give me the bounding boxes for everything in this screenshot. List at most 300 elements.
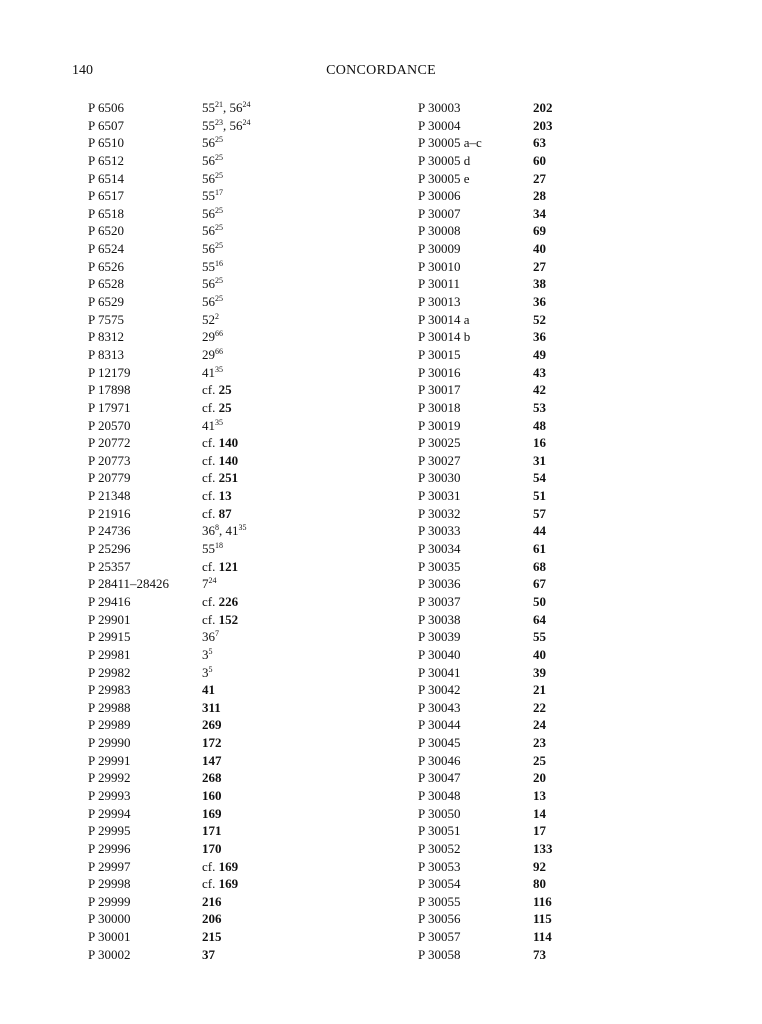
inventory-number: P 29981 [88,646,131,662]
catalogue-reference [533,293,546,311]
catalogue-reference [202,346,223,364]
catalogue-number: 269 [202,717,222,733]
page-number: 140 [72,63,93,78]
footnote-number: 17 [215,188,223,198]
catalogue-number: 87 [218,505,232,521]
reference-text: 52 [202,311,215,327]
inventory-number: P 29989 [88,717,131,733]
inventory-number: P 29991 [88,752,131,768]
catalogue-reference [202,787,222,805]
catalogue-number: 48 [533,417,546,433]
catalogue-number: 41 [202,682,215,698]
catalogue-number: 50 [533,593,546,609]
catalogue-number: 92 [533,858,546,874]
reference-text: 55 [202,541,215,557]
reference-text: cf. [202,558,219,574]
inventory-number: P 30043 [418,699,461,715]
inventory-number: P 30008 [418,223,461,239]
catalogue-number: 80 [533,876,546,892]
footnote-number: 25 [215,276,223,286]
catalogue-reference [533,152,546,170]
inventory-number: P 20773 [88,452,131,468]
reference-text: 36 [202,629,215,645]
catalogue-number: 63 [533,135,546,151]
inventory-number: P 25357 [88,558,131,574]
catalogue-number: 226 [218,593,239,609]
catalogue-reference [533,275,546,293]
catalogue-number: 27 [533,170,546,186]
catalogue-number: 216 [202,893,222,909]
footnote-number: 21 [215,100,223,109]
catalogue-reference [533,469,546,487]
inventory-number: P 6512 [88,152,124,168]
reference-text: , [219,523,226,539]
catalogue-number: 43 [533,364,546,380]
catalogue-number: 61 [533,541,546,557]
catalogue-number: 52 [533,311,546,327]
catalogue-reference [202,646,213,664]
catalogue-reference [533,522,546,540]
catalogue-number: 57 [533,505,546,521]
catalogue-reference [202,187,223,205]
inventory-number: P 29982 [88,664,131,680]
inventory-number: P 20570 [88,417,131,433]
catalogue-number: 36 [533,294,546,310]
inventory-number: P 30015 [418,346,461,362]
reference-text: 55 [202,100,215,115]
inventory-number: P 30032 [418,505,461,521]
inventory-number: P 30005 d [418,152,471,168]
inventory-number: P 30001 [88,929,131,945]
inventory-number: P 7575 [88,311,124,327]
inventory-number: P 30014 a [418,311,470,327]
inventory-number: P 6524 [88,241,124,257]
catalogue-reference [533,946,546,964]
catalogue-reference [533,99,553,117]
catalogue-number: 311 [202,699,221,715]
reference-text: cf. [202,505,219,521]
inventory-number: P 8312 [88,329,124,345]
catalogue-reference [202,558,238,576]
inventory-number: P 6510 [88,135,124,151]
inventory-number: P 30046 [418,752,461,768]
footnote-number: 25 [215,135,223,145]
catalogue-reference [533,734,546,752]
reference-text: 29 [202,346,215,362]
catalogue-reference [533,540,546,558]
catalogue-reference [202,505,232,523]
catalogue-reference [202,469,238,487]
catalogue-number: 147 [202,752,222,768]
footnote-number: 25 [215,205,223,215]
inventory-number: P 29995 [88,823,131,839]
inventory-number: P 30053 [418,858,461,874]
inventory-number: P 30034 [418,541,461,557]
catalogue-reference [533,311,546,329]
catalogue-number: 171 [202,823,222,839]
catalogue-reference [202,311,219,329]
catalogue-number: 51 [533,488,546,504]
catalogue-reference [533,575,546,593]
inventory-number: P 6507 [88,117,124,133]
inventory-number: P 30027 [418,452,461,468]
inventory-number: P 30019 [418,417,461,433]
catalogue-number: 60 [533,152,546,168]
reference-text: cf. [202,858,219,874]
catalogue-number: 37 [202,946,215,962]
catalogue-number: 152 [218,611,239,627]
catalogue-reference [533,381,546,399]
inventory-number: P 30005 a–c [418,135,482,151]
catalogue-number: 202 [533,100,553,115]
footnote-number: 66 [215,346,223,356]
inventory-number: P 30045 [418,735,461,751]
reference-text: 56 [202,223,215,239]
catalogue-number: 140 [218,435,239,451]
inventory-number: P 29998 [88,876,131,892]
inventory-number: P 20772 [88,435,131,451]
catalogue-reference [202,716,222,734]
catalogue-reference [533,858,546,876]
footnote-number: 24 [242,117,251,127]
inventory-number: P 30047 [418,770,461,786]
inventory-number: P 30037 [418,593,461,609]
inventory-number: P 30017 [418,382,461,398]
inventory-number: P 29983 [88,682,131,698]
catalogue-reference [202,699,221,717]
catalogue-reference [533,487,546,505]
catalogue-number: 114 [533,929,552,945]
catalogue-reference [533,346,546,364]
catalogue-number: 25 [218,382,232,398]
reference-text: , [223,100,230,115]
reference-text: 55 [202,117,215,133]
catalogue-reference [202,910,222,928]
footnote-number: 35 [215,364,223,374]
reference-text: 56 [202,294,215,310]
catalogue-number: 115 [533,911,552,927]
footnote-number: 25 [215,152,223,162]
catalogue-reference [533,628,546,646]
inventory-number: P 30051 [418,823,461,839]
catalogue-number: 160 [202,787,222,803]
catalogue-reference [533,805,546,823]
inventory-number: P 12179 [88,364,131,380]
reference-text: cf. [202,488,219,504]
catalogue-number: 69 [533,223,546,239]
catalogue-reference [533,187,546,205]
inventory-number: P 6514 [88,170,124,186]
inventory-number: P 6528 [88,276,124,292]
catalogue-reference [202,240,223,258]
footnote-number: 7 [215,629,219,639]
reference-text: cf. [202,593,219,609]
catalogue-reference [202,293,223,311]
inventory-number: P 17898 [88,382,131,398]
inventory-number: P 28411–28426 [88,576,170,592]
catalogue-reference [202,805,222,823]
inventory-number: P 30004 [418,117,461,133]
inventory-number: P 30006 [418,188,461,204]
catalogue-reference [533,417,546,435]
catalogue-number: 13 [533,787,546,803]
catalogue-number: 116 [533,893,552,909]
catalogue-reference [533,752,546,770]
catalogue-number: 23 [533,735,546,751]
reference-text: cf. [202,452,219,468]
inventory-number: P 29992 [88,770,131,786]
inventory-number: P 6506 [88,100,124,115]
inventory-number: P 30054 [418,876,461,892]
catalogue-reference [202,134,223,152]
inventory-number: P 30041 [418,664,461,680]
inventory-number: P 30010 [418,258,461,274]
catalogue-number: 54 [533,470,546,486]
inventory-number: P 8313 [88,346,124,362]
inventory-number: P 30018 [418,399,461,415]
catalogue-reference [202,593,238,611]
catalogue-number: 68 [533,558,546,574]
footnote-number: 25 [215,223,223,233]
inventory-number: P 30000 [88,911,131,927]
catalogue-reference [533,505,546,523]
inventory-number: P 30052 [418,840,461,856]
reference-text: 7 [202,576,209,592]
catalogue-reference [202,399,232,417]
reference-text: 36 [202,523,215,539]
footnote-number: 18 [215,541,223,551]
inventory-number: P 30036 [418,576,461,592]
inventory-number: P 29901 [88,611,131,627]
catalogue-reference [202,99,251,117]
reference-text: 55 [202,258,215,274]
reference-text: cf. [202,399,219,415]
catalogue-reference [533,258,546,276]
catalogue-reference [533,681,546,699]
catalogue-reference [533,699,546,717]
catalogue-number: 16 [533,435,546,451]
catalogue-reference [202,540,223,558]
reference-text: cf. [202,611,219,627]
inventory-number: P 30005 e [418,170,470,186]
inventory-number: P 24736 [88,523,131,539]
catalogue-number: 34 [533,205,546,221]
inventory-number: P 29990 [88,735,131,751]
inventory-number: P 30048 [418,787,461,803]
reference-text: cf. [202,876,219,892]
footnote-number: 8 [215,523,219,533]
catalogue-number: 31 [533,452,546,468]
catalogue-number: 25 [533,752,546,768]
inventory-number: P 30038 [418,611,461,627]
catalogue-reference [202,328,223,346]
catalogue-reference [202,858,238,876]
inventory-number: P 6526 [88,258,124,274]
inventory-number: P 29997 [88,858,131,874]
footnote-number: 25 [215,170,223,180]
catalogue-number: 38 [533,276,546,292]
inventory-number: P 30033 [418,523,461,539]
catalogue-number: 268 [202,770,222,786]
reference-text: , [223,117,230,133]
catalogue-reference [533,928,552,946]
inventory-number: P 6529 [88,294,124,310]
catalogue-reference [202,205,223,223]
catalogue-reference [533,593,546,611]
catalogue-number: 24 [533,717,546,733]
catalogue-number: 170 [202,840,222,856]
inventory-number: P 25296 [88,541,131,557]
catalogue-reference [533,364,546,382]
inventory-number: P 30057 [418,929,461,945]
catalogue-reference [202,611,238,629]
catalogue-reference [533,222,546,240]
inventory-number: P 29993 [88,787,131,803]
inventory-number: P 30011 [418,276,461,292]
reference-text: 41 [202,417,215,433]
catalogue-reference [533,875,546,893]
catalogue-reference [533,399,546,417]
inventory-number: P 30055 [418,893,461,909]
reference-text: 55 [202,188,215,204]
catalogue-reference [202,946,215,964]
reference-text: 56 [202,152,215,168]
catalogue-reference [533,716,546,734]
catalogue-reference [202,417,223,435]
catalogue-number: 39 [533,664,546,680]
catalogue-reference [533,205,546,223]
catalogue-reference [202,487,232,505]
catalogue-reference [202,275,223,293]
catalogue-reference [533,134,546,152]
inventory-number: P 30044 [418,717,461,733]
catalogue-reference [533,787,546,805]
footnote-number: 23 [215,117,223,127]
footnote-number: 25 [215,294,223,304]
catalogue-number: 215 [202,929,222,945]
catalogue-reference [202,681,215,699]
catalogue-reference [533,170,546,188]
catalogue-number: 67 [533,576,546,592]
footnote-number: 35 [215,417,223,427]
catalogue-reference [202,170,223,188]
catalogue-number: 49 [533,346,546,362]
inventory-number: P 17971 [88,399,131,415]
catalogue-number: 64 [533,611,546,627]
catalogue-reference [202,769,222,787]
catalogue-reference [202,840,222,858]
catalogue-number: 133 [533,840,553,856]
inventory-number: P 30056 [418,911,461,927]
inventory-number: P 29416 [88,593,131,609]
footnote-number: 66 [215,329,223,339]
footnote-number: 24 [242,100,251,109]
inventory-number: P 30040 [418,646,461,662]
reference-text: 41 [202,364,215,380]
reference-text: 3 [202,646,209,662]
footnote-number: 24 [208,576,217,586]
catalogue-reference [202,752,222,770]
catalogue-number: 169 [202,805,222,821]
reference-text: 29 [202,329,215,345]
inventory-number: P 30014 b [418,329,471,345]
catalogue-number: 121 [218,558,239,574]
catalogue-number: 13 [218,488,232,504]
inventory-number: P 29999 [88,893,131,909]
inventory-number: P 30058 [418,946,461,962]
inventory-number: P 20779 [88,470,131,486]
catalogue-reference [202,664,213,682]
footnote-number: 5 [208,664,213,674]
catalogue-number: 172 [202,735,222,751]
catalogue-reference [202,822,222,840]
inventory-number: P 29915 [88,629,131,645]
catalogue-number: 169 [218,876,239,892]
catalogue-reference [202,258,223,276]
inventory-number: P 30030 [418,470,461,486]
catalogue-number: 73 [533,946,546,962]
catalogue-number: 203 [533,117,553,133]
catalogue-number: 21 [533,682,546,698]
inventory-number: P 6517 [88,188,124,204]
reference-text: 56 [202,241,215,257]
inventory-number: P 29994 [88,805,131,821]
inventory-number: P 30016 [418,364,461,380]
catalogue-number: 28 [533,188,546,204]
catalogue-reference [533,769,546,787]
inventory-number: P 30002 [88,946,131,962]
catalogue-reference [533,452,546,470]
catalogue-number: 53 [533,399,546,415]
catalogue-reference [533,117,553,135]
catalogue-reference [202,893,222,911]
inventory-number: P 30009 [418,241,461,257]
reference-text: cf. [202,435,219,451]
inventory-number: P 30013 [418,294,461,310]
footnote-number: 25 [215,241,223,251]
catalogue-number: 22 [533,699,546,715]
catalogue-reference [533,611,546,629]
catalogue-reference [202,117,251,135]
inventory-number: P 29996 [88,840,131,856]
catalogue-reference [533,822,546,840]
inventory-number: P 21348 [88,488,131,504]
catalogue-number: 40 [533,646,546,662]
reference-text: cf. [202,382,219,398]
catalogue-reference [202,734,222,752]
reference-text: cf. [202,470,219,486]
catalogue-number: 55 [533,629,546,645]
catalogue-number: 14 [533,805,546,821]
reference-text: 56 [229,117,243,133]
catalogue-number: 25 [218,399,232,415]
catalogue-reference [533,434,546,452]
catalogue-reference [533,910,552,928]
catalogue-number: 36 [533,329,546,345]
running-head: CONCORDANCE [326,63,436,78]
catalogue-reference [533,558,546,576]
inventory-number: P 21916 [88,505,131,521]
inventory-number: P 30031 [418,488,461,504]
catalogue-reference [202,222,223,240]
catalogue-reference [202,452,238,470]
reference-text: 41 [225,523,239,539]
reference-text: 56 [202,276,215,292]
inventory-number: P 30035 [418,558,461,574]
inventory-number: P 6520 [88,223,124,239]
catalogue-reference [533,664,546,682]
reference-text: 56 [229,100,243,115]
